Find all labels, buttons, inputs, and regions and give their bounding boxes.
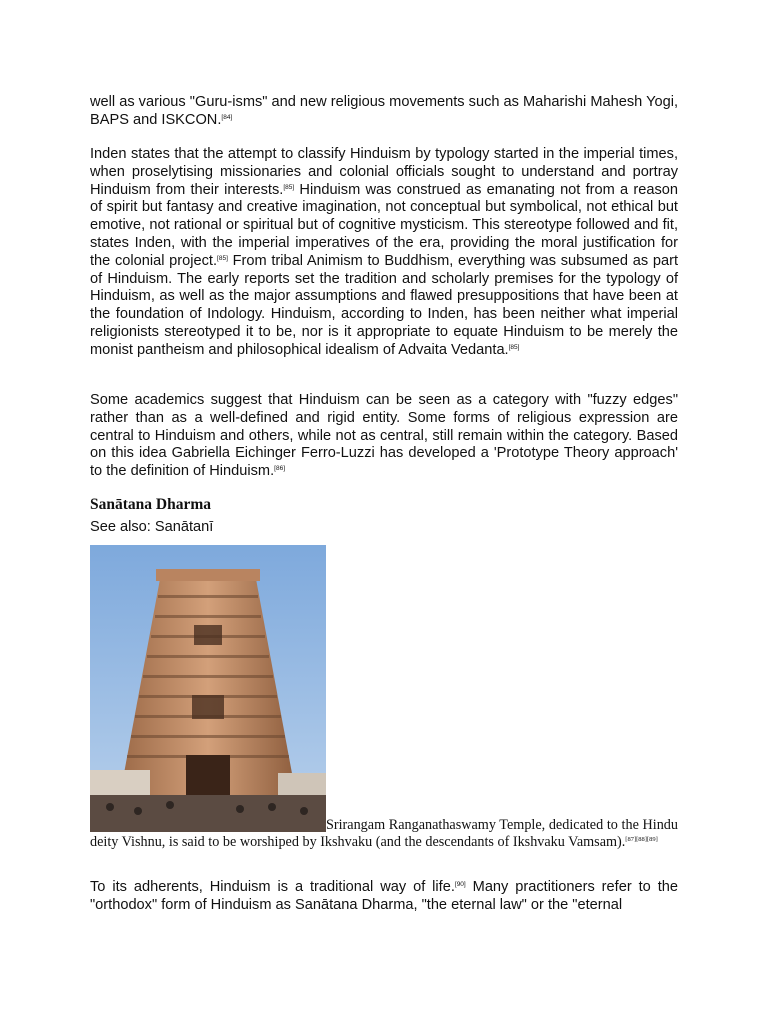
temple-photo [90, 545, 326, 832]
temple-illustration [90, 545, 326, 832]
citation-86[interactable]: [86] [274, 465, 285, 473]
caption-text: Srirangam Ranganathaswamy Temple, dedicated to the Hindu deity Vishnu, is said to be worshiped by Ikshvaku (and the descendants of Ikshvaku Vamsam). [90, 817, 678, 851]
citation-85[interactable]: [85] [217, 254, 228, 262]
paragraph-inden [90, 146, 678, 360]
paragraph-text: From tribal Animism to Buddhism, everything was subsumed as part of Hinduism. The early reports set the tradition and scholarly premises for the typology of Hinduism, as well as the major assumptions and flawed presuppositions that have been at the foundation of Indology. Hinduism, according to Inden, has been neither what imperial religionists stereotyped it to be, nor is it appropriate to equate Hinduism to be merely the monist pantheism and philosophical idealism of Advaita Vedanta. [90, 252, 678, 358]
see-also-link[interactable]: See also: Sanātanī [90, 519, 214, 535]
tower-gate [186, 755, 230, 795]
section-heading: Sanātana Dharma [90, 496, 212, 513]
paragraph-guru-isms [90, 94, 678, 130]
paragraph-text: well as various "Guru-isms" and new religious movements such as Maharishi Mahesh Yogi, BAPS and ISKCON. [90, 94, 678, 128]
tower-window [192, 695, 224, 719]
paragraph-text: Some academics suggest that Hinduism can be seen as a category with "fuzzy edges" rather than as a well-defined and rigid entity. Some forms of religious expression are central to Hinduism and others, while not as central, still remain within the category. Based on this idea Gabriella Eichinger Ferro-Luzzi has developed a 'Prototype Theory approach' to the definition of Hinduism. [90, 392, 678, 480]
paragraph-fuzzy-edges [90, 392, 678, 481]
citation-84[interactable]: [84] [221, 113, 233, 121]
citation-85[interactable]: [85] [283, 183, 295, 191]
tower-crown [156, 569, 260, 581]
citation-90[interactable]: [90] [454, 881, 466, 888]
tower-window [194, 625, 222, 645]
paragraph-adherents [90, 879, 678, 915]
figure-caption [90, 817, 678, 852]
paragraph-text: Inden states that the attempt to classify Hinduism by typology started in the imperial times, when proselytising missionaries and colonial officials sought to understand and portray Hinduism from their interests. [90, 146, 678, 198]
paragraph-text: Hinduism was construed as emanating not from a reason of spirit but fantasy and creative imagination, not conceptual but symbolical, not ethical but emotive, not rational or spiritual but of cognitive mysticism. This stereotype followed and fit, states Inden, with the imperial imperatives of the era, providing the moral justification for the colonial project. [90, 181, 679, 269]
paragraph-text: Many practitioners refer to the "orthodox" form of Hinduism as Sanātana Dharma, "the eternal law" or the "eternal [90, 879, 678, 913]
citation-85[interactable]: [85] [508, 343, 520, 351]
citation-87-89[interactable]: [87][88][89] [625, 836, 658, 844]
paragraph-text: To its adherents, Hinduism is a traditional way of life. [90, 879, 455, 895]
